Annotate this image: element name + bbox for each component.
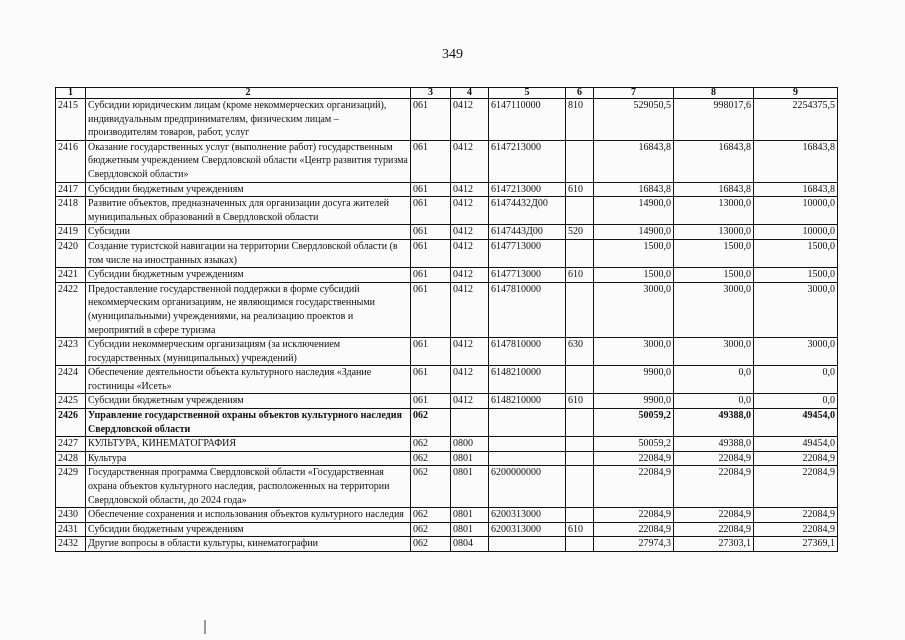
amount-year-2: 22084,9 <box>674 508 754 523</box>
admin-code: 062 <box>411 437 451 452</box>
admin-code: 061 <box>411 99 451 141</box>
amount-year-1: 22084,9 <box>594 508 674 523</box>
amount-year-3: 0,0 <box>754 366 838 394</box>
expense-type-code <box>566 140 594 182</box>
target-article-code: 6147810000 <box>489 282 566 337</box>
table-header-row <box>56 88 838 99</box>
row-number: 2429 <box>56 466 86 508</box>
amount-year-2: 13000,0 <box>674 225 754 240</box>
amount-year-2: 49388,0 <box>674 409 754 437</box>
target-article-code: 6147213000 <box>489 182 566 197</box>
amount-year-2: 1500,0 <box>674 268 754 283</box>
expense-type-code <box>566 508 594 523</box>
row-number: 2417 <box>56 182 86 197</box>
amount-year-2: 16843,8 <box>674 182 754 197</box>
table-row <box>56 268 838 283</box>
amount-year-2: 3000,0 <box>674 282 754 337</box>
amount-year-1: 22084,9 <box>594 451 674 466</box>
amount-year-1: 1500,0 <box>594 239 674 267</box>
admin-code: 061 <box>411 366 451 394</box>
row-name: Обеспечение деятельности объекта культурного наследия «Здание гостиницы «Исеть» <box>86 366 411 394</box>
header-col-8: 8 <box>674 88 754 99</box>
table-row <box>56 182 838 197</box>
target-article-code <box>489 437 566 452</box>
amount-year-1: 50059,2 <box>594 437 674 452</box>
amount-year-2: 0,0 <box>674 394 754 409</box>
table-row <box>56 394 838 409</box>
target-article-code: 6148210000 <box>489 394 566 409</box>
target-article-code: 6147213000 <box>489 140 566 182</box>
row-number: 2418 <box>56 197 86 225</box>
admin-code: 061 <box>411 182 451 197</box>
header-col-3: 3 <box>411 88 451 99</box>
row-number: 2421 <box>56 268 86 283</box>
amount-year-3: 0,0 <box>754 394 838 409</box>
amount-year-2: 22084,9 <box>674 451 754 466</box>
row-number: 2431 <box>56 522 86 537</box>
amount-year-1: 9900,0 <box>594 366 674 394</box>
section-code: 0412 <box>451 394 489 409</box>
table-row <box>56 522 838 537</box>
target-article-code: 6147713000 <box>489 268 566 283</box>
section-code: 0801 <box>451 466 489 508</box>
amount-year-1: 9900,0 <box>594 394 674 409</box>
amount-year-3: 22084,9 <box>754 466 838 508</box>
row-number: 2422 <box>56 282 86 337</box>
amount-year-3: 22084,9 <box>754 451 838 466</box>
row-number: 2427 <box>56 437 86 452</box>
table-row <box>56 282 838 337</box>
amount-year-2: 13000,0 <box>674 197 754 225</box>
table-row <box>56 338 838 366</box>
header-col-7: 7 <box>594 88 674 99</box>
target-article-code: 6147810000 <box>489 338 566 366</box>
header-col-5: 5 <box>489 88 566 99</box>
amount-year-1: 529050,5 <box>594 99 674 141</box>
section-code: 0412 <box>451 99 489 141</box>
amount-year-2: 22084,9 <box>674 466 754 508</box>
expense-type-code <box>566 239 594 267</box>
row-name: Управление государственной охраны объектов культурного наследия Свердловской области <box>86 409 411 437</box>
amount-year-1: 16843,8 <box>594 140 674 182</box>
amount-year-1: 22084,9 <box>594 466 674 508</box>
admin-code: 061 <box>411 140 451 182</box>
amount-year-1: 14900,0 <box>594 197 674 225</box>
amount-year-1: 27974,3 <box>594 537 674 552</box>
target-article-code: 6147443Д00 <box>489 225 566 240</box>
row-name: КУЛЬТУРА, КИНЕМАТОГРАФИЯ <box>86 437 411 452</box>
target-article-code: 6200313000 <box>489 508 566 523</box>
row-number: 2425 <box>56 394 86 409</box>
table-body <box>56 99 838 552</box>
row-number: 2430 <box>56 508 86 523</box>
row-name: Субсидии некоммерческим организациям (за исключением государственных (муниципальных) учреждений) <box>86 338 411 366</box>
section-code: 0804 <box>451 537 489 552</box>
target-article-code: 6148210000 <box>489 366 566 394</box>
amount-year-2: 998017,6 <box>674 99 754 141</box>
row-name: Оказание государственных услуг (выполнение работ) государственным бюджетным учреждением Свердловской области «Центр развития туризма Свердловской области» <box>86 140 411 182</box>
amount-year-3: 16843,8 <box>754 182 838 197</box>
section-code <box>451 409 489 437</box>
admin-code: 062 <box>411 409 451 437</box>
table-row <box>56 140 838 182</box>
target-article-code: 6147110000 <box>489 99 566 141</box>
amount-year-2: 3000,0 <box>674 338 754 366</box>
row-name: Обеспечение сохранения и использования объектов культурного наследия <box>86 508 411 523</box>
amount-year-2: 27303,1 <box>674 537 754 552</box>
row-number: 2428 <box>56 451 86 466</box>
amount-year-3: 1500,0 <box>754 268 838 283</box>
page-number: 349 <box>442 47 463 62</box>
admin-code: 062 <box>411 451 451 466</box>
amount-year-1: 3000,0 <box>594 282 674 337</box>
admin-code: 061 <box>411 225 451 240</box>
row-name: Культура <box>86 451 411 466</box>
table-row <box>56 197 838 225</box>
row-number: 2426 <box>56 409 86 437</box>
scan-artifact <box>204 620 206 634</box>
row-name: Субсидии <box>86 225 411 240</box>
amount-year-1: 16843,8 <box>594 182 674 197</box>
amount-year-3: 10000,0 <box>754 197 838 225</box>
row-name: Субсидии бюджетным учреждениям <box>86 268 411 283</box>
amount-year-1: 14900,0 <box>594 225 674 240</box>
expense-type-code <box>566 537 594 552</box>
section-code: 0801 <box>451 451 489 466</box>
expense-type-code: 610 <box>566 268 594 283</box>
expense-type-code: 810 <box>566 99 594 141</box>
table-row <box>56 466 838 508</box>
section-code: 0800 <box>451 437 489 452</box>
amount-year-3: 10000,0 <box>754 225 838 240</box>
section-code: 0412 <box>451 282 489 337</box>
row-name: Создание туристской навигации на территории Свердловской области (в том числе на иностранных языках) <box>86 239 411 267</box>
target-article-code: 6200313000 <box>489 522 566 537</box>
expense-type-code: 610 <box>566 522 594 537</box>
table-row <box>56 239 838 267</box>
amount-year-2: 22084,9 <box>674 522 754 537</box>
amount-year-3: 2254375,5 <box>754 99 838 141</box>
amount-year-3: 49454,0 <box>754 437 838 452</box>
expense-type-code <box>566 197 594 225</box>
table-row <box>56 99 838 141</box>
expense-type-code <box>566 409 594 437</box>
expense-type-code <box>566 282 594 337</box>
target-article-code <box>489 451 566 466</box>
amount-year-3: 22084,9 <box>754 522 838 537</box>
section-code: 0412 <box>451 182 489 197</box>
amount-year-1: 22084,9 <box>594 522 674 537</box>
section-code: 0412 <box>451 268 489 283</box>
row-name: Государственная программа Свердловской области «Государственная охрана объектов культурного наследия, расположенных на территории Свердловской области, до 2024 года» <box>86 466 411 508</box>
table-row <box>56 537 838 552</box>
row-number: 2432 <box>56 537 86 552</box>
amount-year-3: 3000,0 <box>754 282 838 337</box>
expense-type-code <box>566 451 594 466</box>
admin-code: 062 <box>411 466 451 508</box>
row-name: Развитие объектов, предназначенных для организации досуга жителей муниципальных образований в Свердловской области <box>86 197 411 225</box>
amount-year-3: 49454,0 <box>754 409 838 437</box>
target-article-code: 6147713000 <box>489 239 566 267</box>
amount-year-1: 50059,2 <box>594 409 674 437</box>
admin-code: 061 <box>411 239 451 267</box>
budget-table <box>55 87 838 552</box>
table-row <box>56 409 838 437</box>
amount-year-3: 1500,0 <box>754 239 838 267</box>
row-name: Субсидии бюджетным учреждениям <box>86 394 411 409</box>
expense-type-code: 520 <box>566 225 594 240</box>
admin-code: 061 <box>411 338 451 366</box>
row-name: Другие вопросы в области культуры, кинематографии <box>86 537 411 552</box>
amount-year-2: 1500,0 <box>674 239 754 267</box>
amount-year-3: 16843,8 <box>754 140 838 182</box>
header-col-2: 2 <box>86 88 411 99</box>
section-code: 0801 <box>451 508 489 523</box>
admin-code: 061 <box>411 282 451 337</box>
header-col-9: 9 <box>754 88 838 99</box>
amount-year-2: 0,0 <box>674 366 754 394</box>
expense-type-code: 610 <box>566 394 594 409</box>
row-number: 2419 <box>56 225 86 240</box>
amount-year-1: 1500,0 <box>594 268 674 283</box>
table-row <box>56 225 838 240</box>
header-col-4: 4 <box>451 88 489 99</box>
table-row <box>56 508 838 523</box>
admin-code: 062 <box>411 508 451 523</box>
amount-year-2: 16843,8 <box>674 140 754 182</box>
target-article-code <box>489 537 566 552</box>
row-number: 2424 <box>56 366 86 394</box>
expense-type-code <box>566 466 594 508</box>
row-number: 2415 <box>56 99 86 141</box>
expense-type-code <box>566 366 594 394</box>
row-number: 2416 <box>56 140 86 182</box>
amount-year-3: 27369,1 <box>754 537 838 552</box>
admin-code: 061 <box>411 197 451 225</box>
expense-type-code: 610 <box>566 182 594 197</box>
admin-code: 061 <box>411 268 451 283</box>
table-row <box>56 451 838 466</box>
row-name: Субсидии бюджетным учреждениям <box>86 182 411 197</box>
header-col-6: 6 <box>566 88 594 99</box>
section-code: 0412 <box>451 366 489 394</box>
section-code: 0412 <box>451 239 489 267</box>
row-name: Предоставление государственной поддержки в форме субсидий некоммерческим организациям, не являющимся государственными (муниципальными) учреждениями, на реализацию проектов и мероприятий в сфере туризма <box>86 282 411 337</box>
amount-year-3: 22084,9 <box>754 508 838 523</box>
section-code: 0412 <box>451 140 489 182</box>
section-code: 0412 <box>451 225 489 240</box>
admin-code: 061 <box>411 394 451 409</box>
row-name: Субсидии юридическим лицам (кроме некоммерческих организаций), индивидуальным предпринимателям, физическим лицам – производителям товаров, работ, услуг <box>86 99 411 141</box>
expense-type-code <box>566 437 594 452</box>
amount-year-1: 3000,0 <box>594 338 674 366</box>
section-code: 0412 <box>451 197 489 225</box>
target-article-code: 61474432Д00 <box>489 197 566 225</box>
target-article-code: 6200000000 <box>489 466 566 508</box>
table-row <box>56 366 838 394</box>
row-number: 2420 <box>56 239 86 267</box>
expense-type-code: 630 <box>566 338 594 366</box>
table-row <box>56 437 838 452</box>
header-col-1: 1 <box>56 88 86 99</box>
section-code: 0801 <box>451 522 489 537</box>
amount-year-2: 49388,0 <box>674 437 754 452</box>
admin-code: 062 <box>411 522 451 537</box>
row-number: 2423 <box>56 338 86 366</box>
admin-code: 062 <box>411 537 451 552</box>
row-name: Субсидии бюджетным учреждениям <box>86 522 411 537</box>
amount-year-3: 3000,0 <box>754 338 838 366</box>
section-code: 0412 <box>451 338 489 366</box>
target-article-code <box>489 409 566 437</box>
